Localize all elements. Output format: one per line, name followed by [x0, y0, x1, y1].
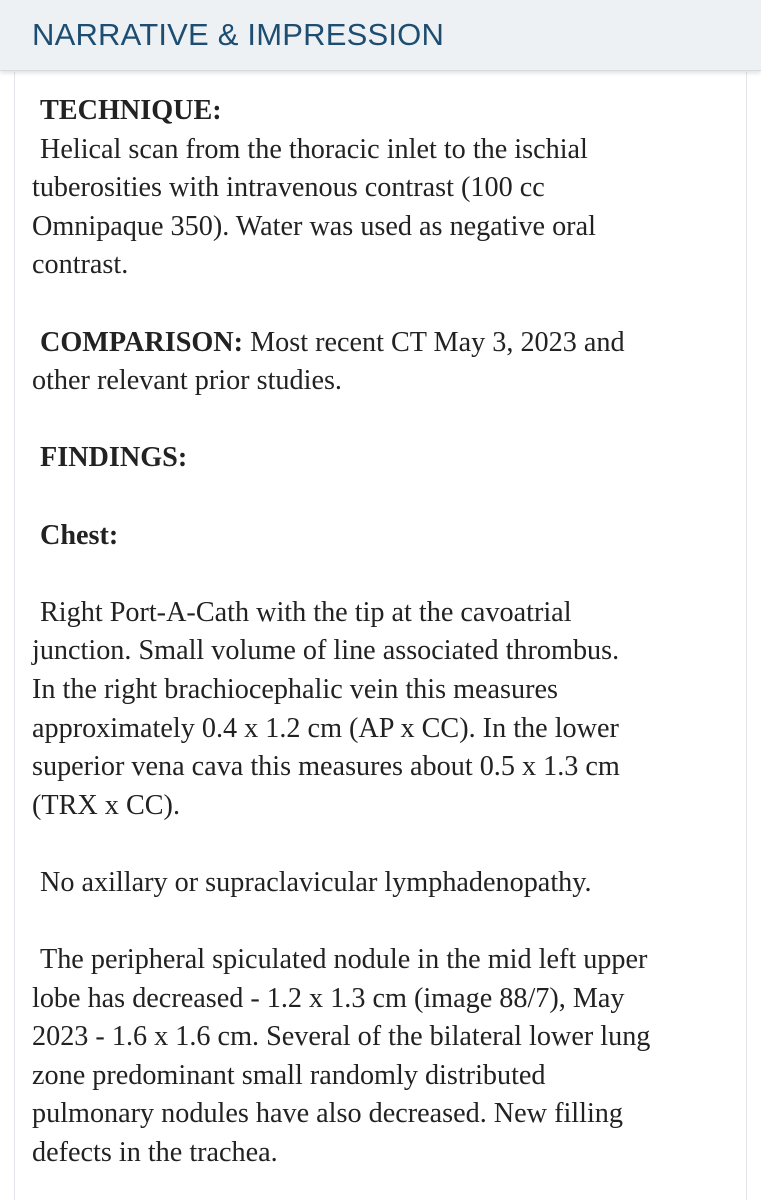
section-header [0, 0, 761, 71]
chest-paragraph-line: Right Port-A-Cath with the tip at the cavoatrial [40, 596, 572, 628]
report-text[interactable] [32, 92, 744, 1173]
comparison-line [32, 324, 744, 363]
comparison-heading: COMPARISON: [40, 326, 244, 358]
section-title: NARRATIVE & IMPRESSION [32, 17, 445, 52]
technique-line: Omnipaque 350). Water was used as negative oral [32, 210, 596, 242]
comparison-text: Most recent CT May 3, 2023 and [243, 326, 625, 358]
technique-heading: TECHNIQUE: [40, 95, 222, 126]
chest-paragraph-line: superior vena cava this measures about 0.5 x 1.3 cm [32, 751, 620, 783]
chest-paragraph-line: defects in the trachea. [32, 1137, 278, 1169]
chest-paragraph-line: In the right brachiocephalic vein this measures [32, 673, 558, 705]
technique-line: Helical scan from the thoracic inlet to the ischial [40, 133, 588, 165]
technique-line: tuberosities with intravenous contrast (100 cc [32, 172, 545, 204]
spacer [32, 478, 744, 517]
spacer [32, 285, 744, 324]
technique-line: contrast. [32, 249, 129, 281]
chest-paragraph-line: junction. Small volume of line associated thrombus. [32, 635, 620, 667]
spacer [32, 555, 744, 594]
chest-paragraph-line: approximately 0.4 x 1.2 cm (AP x CC). In the lower [32, 712, 619, 744]
chest-heading: Chest: [40, 519, 119, 551]
chest-paragraph-line: The peripheral spiculated nodule in the mid left upper [40, 944, 648, 976]
chest-paragraph-line: zone predominant small randomly distributed [32, 1059, 546, 1091]
spacer [32, 902, 744, 941]
spacer [32, 401, 744, 440]
spacer [32, 825, 744, 864]
chest-paragraph-line: pulmonary nodules have also decreased. New filling [32, 1098, 623, 1130]
comparison-line: other relevant prior studies. [32, 365, 342, 397]
chest-paragraph-line: 2023 - 1.6 x 1.6 cm. Several of the bilateral lower lung [32, 1021, 651, 1053]
chest-paragraph-line: lobe has decreased - 1.2 x 1.3 cm (image 88/7), May [32, 982, 625, 1014]
chest-paragraph-line: (TRX x CC). [32, 789, 180, 821]
findings-heading: FINDINGS: [40, 442, 188, 474]
chest-paragraph-line: No axillary or supraclavicular lymphadenopathy. [40, 866, 592, 898]
